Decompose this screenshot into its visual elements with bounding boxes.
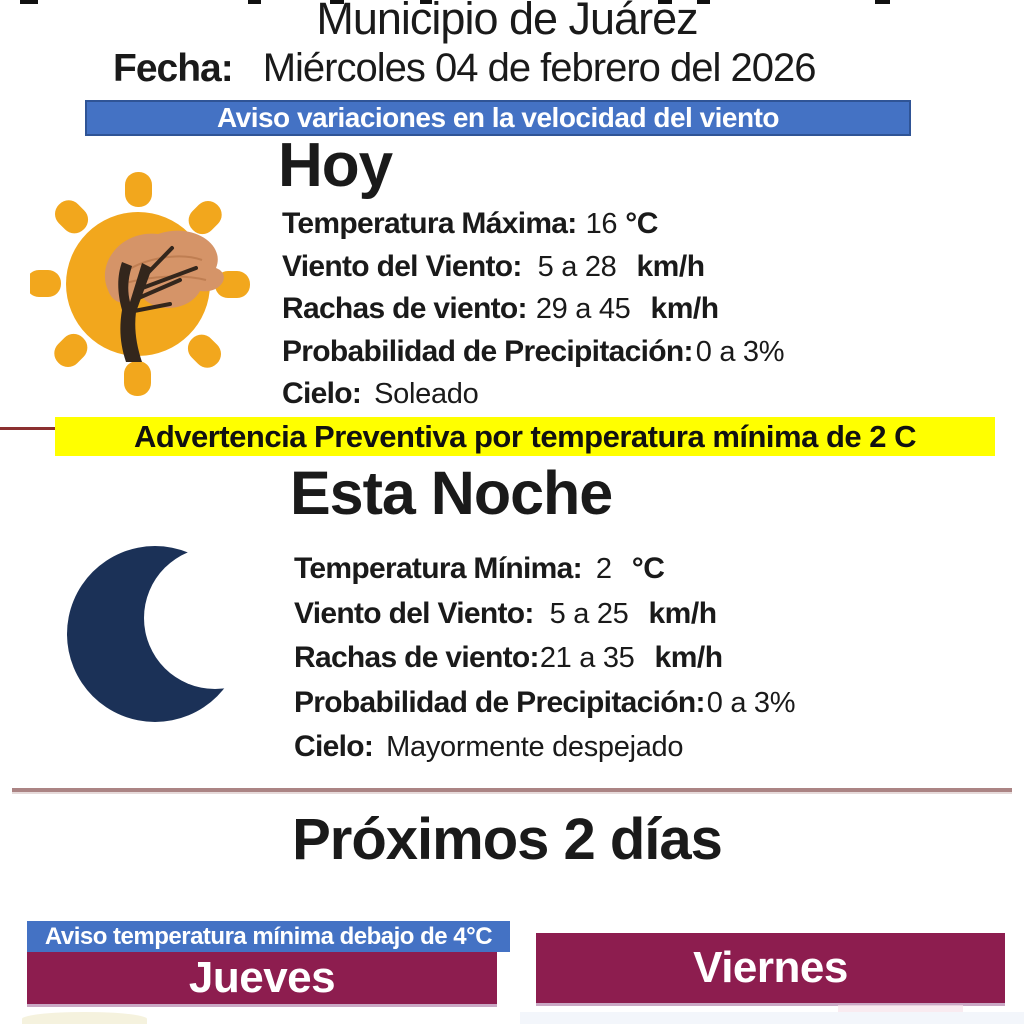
day-header-jueves: Jueves [27,952,497,1007]
row-label: Cielo: [294,730,374,763]
row-label: Temperatura Máxima: [282,207,577,240]
today-details [282,203,784,416]
row-value: 0 a 3% [706,686,796,719]
tonight-row-wind [294,592,795,637]
crescent-moon-icon [62,526,272,744]
row-unit: km/h [648,596,717,630]
page-title: Municipio de Juárez [316,0,698,44]
next-days-heading: Próximos 2 días [292,807,722,872]
row-label: Viento del Viento: [282,249,522,283]
row-value: 16 [585,208,618,240]
red-accent-line [0,427,58,430]
date-value: Miércoles 04 de febrero del 2026 [262,46,816,90]
tonight-row-gusts [294,636,795,681]
row-label: Rachas de viento: [294,641,539,674]
row-label: Rachas de viento: [282,292,527,325]
date-label: Fecha: [113,47,233,90]
cutoff-sun-icon [22,1012,147,1024]
row-label: Cielo: [282,377,362,410]
row-unit: km/h [636,249,705,283]
today-row-gusts [282,288,784,331]
row-value: 29 a 45 [535,293,631,325]
row-value: 5 a 25 [549,597,629,630]
row-unit: km/h [650,292,719,325]
section-divider [12,788,1012,794]
tonight-details [294,547,795,770]
row-value: 2 [595,553,612,585]
row-value: 5 a 28 [537,250,617,283]
today-row-wind [282,246,784,289]
today-row-temp-max [282,203,784,246]
row-label: Viento del Viento: [294,596,534,630]
row-value: 21 a 35 [539,642,635,674]
row-unit: °C [625,207,658,240]
row-value: Mayormente despejado [386,731,684,763]
today-heading: Hoy [278,131,393,200]
row-unit: °C [631,552,665,585]
sun-wind-tree-icon [30,172,250,397]
row-label: Probabilidad de Precipitación: [282,334,693,368]
tonight-row-precipitation [294,681,795,726]
row-unit: km/h [654,641,723,674]
tonight-row-sky [294,725,795,770]
day-header-viernes: Viernes [536,933,1005,1006]
today-row-sky [282,373,784,416]
row-label: Probabilidad de Precipitación: [294,685,705,719]
cutoff-content-tint [520,1012,1024,1024]
row-value: Soleado [374,378,479,410]
cutoff-artifact [838,1005,963,1012]
low-temp-advisory-banner: Aviso temperatura mínima debajo de 4°C [27,921,510,952]
wind-advisory-banner: Aviso variaciones en la velocidad del viento [85,100,911,136]
preventive-warning-banner: Advertencia Preventiva por temperatura mínima de 2 C [55,417,995,456]
today-row-precipitation [282,331,784,374]
row-label: Temperatura Mínima: [294,552,582,585]
row-value: 0 a 3% [695,335,785,368]
date-row [113,46,816,91]
tonight-row-temp-min [294,547,795,592]
tonight-heading: Esta Noche [290,459,613,527]
